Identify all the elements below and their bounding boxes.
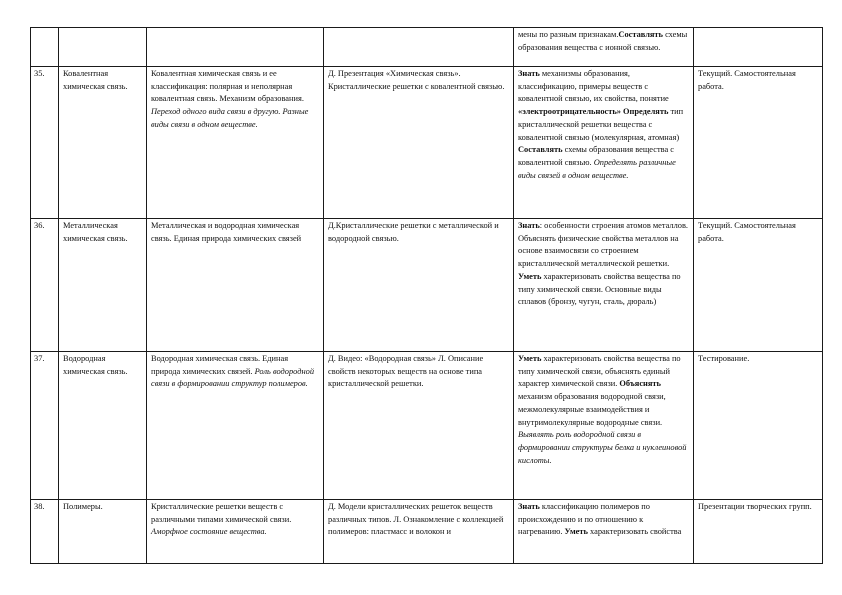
demo-cell xyxy=(324,28,514,67)
cell-text: характеризовать свойства вещества по типу химической связи. Основные виды сплавов (бронзу, чугун, сталь, дюраль) xyxy=(518,271,681,307)
topic-cell xyxy=(59,28,147,67)
emphasis-text: Знать xyxy=(518,69,540,78)
skills-cell xyxy=(514,28,694,67)
cell-text: Д. Модели кристаллических решеток веществ различных типов. Л. Ознакомление с коллекцией полимеров: пластмасс и волокон и xyxy=(328,502,504,537)
emphasis-text: Уметь xyxy=(564,527,588,537)
emphasis-text: Составлять xyxy=(618,30,663,39)
cell-text: механизмы образования, классификацию, примеры веществ с ковалентной связью, их свойства, понятие xyxy=(518,69,669,104)
cell-text: характеризовать свойства вещества по типу химической связи, объяснять единый характер химической связи. xyxy=(518,354,681,389)
cell-text: Д. Видео: «Водородная связь» Л. Описание свойств некоторых веществ на основе типа кристаллической решетки. xyxy=(328,354,484,389)
topic-cell: Металлическая химическая связь. xyxy=(59,219,147,352)
emphasis-text: Знать xyxy=(518,221,540,230)
emphasis-text: Уметь xyxy=(518,271,542,281)
cell-text: тип кристаллической решетки вещества с ковалентной связью (молекулярная, атомная) xyxy=(518,107,684,142)
skills-cell xyxy=(514,500,694,564)
cell-text: Ковалентная химическая связь и ее классификация: полярная и неполярная ковалентная связь. Механизм образования. xyxy=(151,69,304,104)
lesson-number-cell: 35. xyxy=(31,67,59,219)
control-cell: Текущий. Самостоятельная работа. xyxy=(694,67,823,219)
cell-text: мены по разным признакам. xyxy=(518,30,619,39)
topic-cell: Ковалентная химическая связь. xyxy=(59,67,147,219)
topic-cell: Водородная химическая связь. xyxy=(59,352,147,500)
cell-text: Д. Презентация «Химическая связь». Кристаллические решетки с ковалентной связью. xyxy=(328,69,505,91)
cell-text: Кристаллические решетки веществ с различными типами химической связи. xyxy=(151,502,292,524)
cell-text: схемы образования вещества с ковалентной связью. xyxy=(518,145,674,167)
italic-text: Определять различные виды связей в одном веществе. xyxy=(518,157,676,180)
control-cell: Презентации творческих групп. xyxy=(694,500,823,564)
cell-text: : особенности строения атомов металлов. Объяснять физические свойства металлов на основе взаимосвязи со строением кристаллической металлической решетки. xyxy=(518,221,689,269)
lesson-number-cell: 37. xyxy=(31,352,59,500)
topic-cell: Полимеры. xyxy=(59,500,147,564)
demo-cell xyxy=(324,500,514,564)
table-row-lesson-38 xyxy=(31,500,823,564)
italic-text: Выявлять роль водородной связи в формировании структуры белка и нуклеиновой кислоты. xyxy=(518,430,687,465)
demo-cell xyxy=(324,67,514,219)
italic-text: Переход одного вида связи в другую. Разные виды связи в одном веществе. xyxy=(151,107,309,129)
demo-cell xyxy=(324,219,514,352)
cell-text: характеризовать свойства xyxy=(587,527,682,537)
lesson-number-cell: 36. xyxy=(31,219,59,352)
cell-text: Водородная химическая связь. Единая природа химических связей. xyxy=(151,354,289,376)
lesson-number-cell: 38. xyxy=(31,500,59,564)
emphasis-text: Определять xyxy=(623,107,669,117)
emphasis-text: Составлять xyxy=(518,145,563,155)
table-row-lesson-37 xyxy=(31,352,823,500)
control-cell: Тестирование. xyxy=(694,352,823,500)
emphasis-text: Уметь xyxy=(518,354,542,363)
skills-cell xyxy=(514,352,694,500)
cell-text: механизм образования водородной связи, межмолекулярные взаимодействия и внутримолекулярные водородные связи. xyxy=(518,392,666,427)
lesson-plan-table xyxy=(30,27,823,564)
demo-cell xyxy=(324,352,514,500)
cell-text: Металлическая и водородная химическая связь. Единая природа химических связей xyxy=(151,221,302,243)
skills-cell xyxy=(514,67,694,219)
cell-text: схемы образования вещества с ионной связью. xyxy=(518,30,688,52)
cell-text: классификацию полимеров по происхождению и по отношению к нагреванию. xyxy=(518,502,650,537)
emphasis-text: Знать xyxy=(518,502,540,511)
skills-cell xyxy=(514,219,694,352)
cell-text: Д.Кристаллические решетки с металлической и водородной связью. xyxy=(328,221,499,243)
content-cell xyxy=(147,67,324,219)
table-row-lesson-35 xyxy=(31,67,823,219)
content-cell xyxy=(147,352,324,500)
content-cell xyxy=(147,28,324,67)
content-cell xyxy=(147,500,324,564)
emphasis-text: Объяснять xyxy=(619,379,661,389)
lesson-number-cell xyxy=(31,28,59,67)
italic-text: Аморфное состояние вещества. xyxy=(151,527,267,537)
table-row-lesson-36 xyxy=(31,219,823,352)
control-cell: Текущий. Самостоятельная работа. xyxy=(694,219,823,352)
emphasis-text: «электроотрицательность» xyxy=(518,107,621,117)
control-cell xyxy=(694,28,823,67)
content-cell xyxy=(147,219,324,352)
table-row-continuation xyxy=(31,28,823,67)
italic-text: Роль водородной связи в формировании структур полимеров. xyxy=(151,366,315,389)
